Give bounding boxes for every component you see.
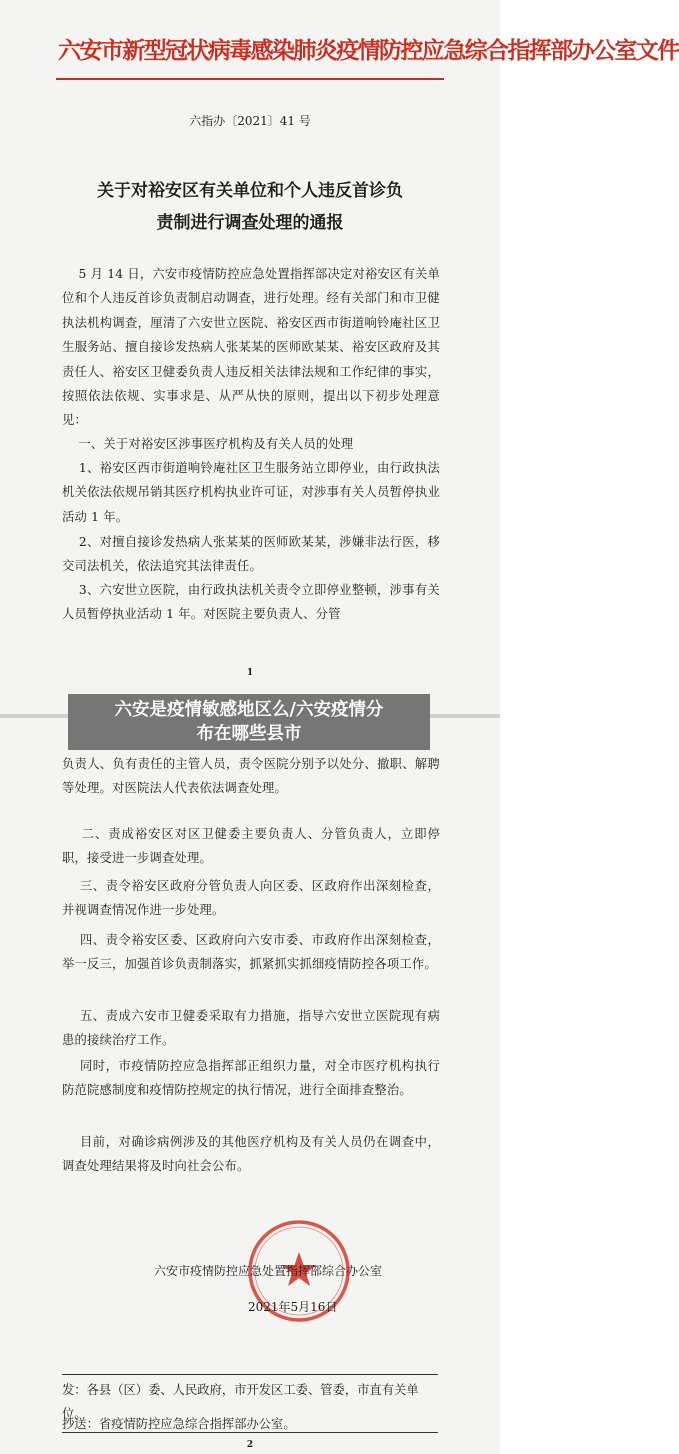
body-paragraph: 负责人、负有责任的主管人员，责令医院分别予以处分、撤职、解聘等处理。对医院法人代表依法调查处理。	[62, 757, 440, 796]
body-paragraph: 2、对擅自接诊发热病人张某某的医师欧某某，涉嫌非法行医，移交司法机关，依法追究其法律责任。	[62, 535, 440, 574]
body-paragraph: 五、责成六安市卫健委采取有力措施，指导六安世立医院现有病患的接续治疗工作。	[62, 1009, 440, 1048]
signature-organization: 六安市疫情防控应急处置指挥部综合办公室	[154, 1264, 383, 1278]
body-paragraph: 三、责令裕安区政府分管负责人向区委、区政府作出深刻检查，并视调查情况作进一步处理。	[62, 879, 440, 918]
body-paragraph: 同时，市疫情防控应急指挥部正组织力量，对全市医疗机构执行防范院感制度和疫情防控规定的执行情况，进行全面排查整治。	[62, 1059, 440, 1098]
page-number: 1	[246, 668, 254, 678]
body-paragraph: 目前，对确诊病例涉及的其他医疗机构及有关人员仍在调查中，调查处理结果将及时向社会公布。	[62, 1135, 440, 1174]
document-page-1	[0, 0, 679, 712]
body-paragraph: 1、裕安区西市街道响铃庵社区卫生服务站立即停业，由行政执法机关依法依规吊销其医疗机构执业许可证，对涉事有关人员暂停执业活动 1 年。	[62, 461, 440, 524]
banner-title-line-1: 六安是疫情敏感地区么/六安疫情分	[114, 700, 384, 720]
document-title-line-2: 责制进行调查处理的通报	[156, 213, 344, 233]
cc-line: 抄送：省疫情防控应急综合指挥部办公室。	[62, 1417, 296, 1431]
banner-divider-right	[430, 714, 500, 718]
body-paragraph: 四、责令裕安区委、区政府向六安市委、市政府作出深刻检查，举一反三，加强首诊负责制落实，抓紧抓实抓细疫情防控各项工作。	[62, 933, 440, 972]
article-title-banner	[0, 678, 500, 758]
document-number: 六指办〔2021〕41 号	[189, 114, 311, 128]
body-paragraph: 二、责成裕安区对区卫健委主要负责人、分管负责人，立即停职，接受进一步调查处理。	[62, 827, 440, 866]
page-number: 2	[246, 1440, 254, 1450]
body-paragraph: 3、六安世立医院，由行政执法机关责令立即停业整顿，涉事有关人员暂停执业活动 1 年。对医院主要负责人、分管	[62, 583, 440, 622]
body-paragraph: 5 月 14 日，六安市疫情防控应急处置指挥部决定对裕安区有关单位和个人违反首诊负责制启动调查，进行处理。经有关部门和市卫健执法机构调查，厘清了六安世立医院、裕安区西市街道响铃庵社区卫生服务站、擅自接诊发热病人张某某的医师欧某某、裕安区政府及其责任人、裕安区卫健委负责人违反相关法律法规和工作纪律的事实，按照依法依规、实事求是、从严从快的原则，提出以下初步处理意见：	[62, 267, 440, 428]
header-red-rule	[56, 78, 444, 80]
banner-divider-left	[0, 714, 68, 718]
signature-date: 2021年5月16日	[248, 1300, 338, 1314]
document-title-line-1: 关于对裕安区有关单位和个人违反首诊负	[97, 181, 403, 201]
distribution-line: 发：各县（区）委、人民政府，市开发区工委、管委，市直有关单位。	[62, 1383, 419, 1421]
banner-title[interactable]	[68, 698, 430, 746]
banner-title-line-2: 布在哪些县市	[196, 724, 302, 744]
footer-divider	[62, 1374, 438, 1375]
body-paragraph: 一、关于对裕安区涉事医疗机构及有关人员的处理	[62, 437, 354, 451]
document-header-title: 六安市新型冠状病毒感染肺炎疫情防控应急综合指挥部办公室文件	[58, 37, 679, 64]
